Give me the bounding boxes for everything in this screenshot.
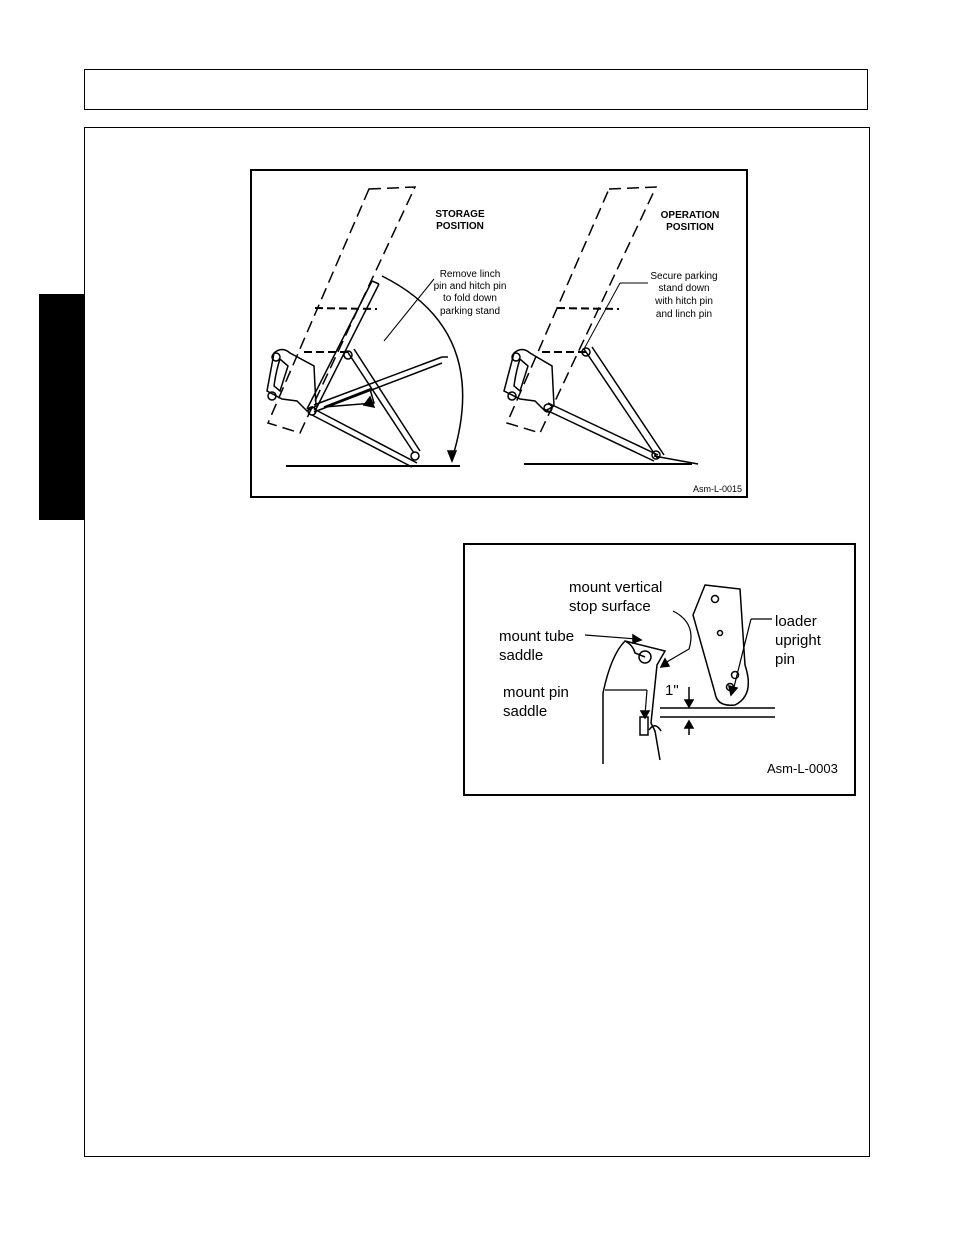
storage-title-line1: STORAGE — [435, 209, 485, 220]
loader-upright-outline — [693, 585, 748, 705]
storage-note-line1: Remove linch — [439, 269, 501, 280]
page-header-box — [84, 69, 868, 110]
mount-vertical-stop-line1: mount vertical — [569, 579, 663, 596]
mount-saddle-figure — [463, 543, 856, 796]
operation-mount-bracket — [504, 350, 554, 412]
figure1-id: Asm-L-0015 — [693, 484, 743, 494]
loader-upright-pin-line1: loader — [775, 613, 817, 630]
mount-pin-saddle-line2: saddle — [503, 703, 548, 720]
figure2-id: Asm-L-0003 — [767, 761, 838, 776]
mount-vertical-stop-line2: stop surface — [569, 598, 651, 615]
loader-upright-pin-line3: pin — [775, 651, 796, 668]
operation-title-line1: OPERATION — [660, 210, 720, 221]
loader-upright-pin-line2: upright — [775, 632, 821, 649]
mount-saddle-drawing — [465, 545, 858, 798]
section-side-tab — [39, 294, 85, 520]
mount-bracket-outline — [603, 641, 665, 764]
mount-pin-saddle-line1: mount pin — [503, 684, 569, 701]
storage-title-line2: POSITION — [436, 221, 484, 232]
storage-note-line4: parking stand — [439, 306, 501, 317]
storage-note-line3: to fold down — [443, 293, 497, 304]
dimension-label: 1" — [665, 682, 679, 699]
operation-loader-arm — [507, 187, 656, 433]
parking-stand-figure — [250, 169, 748, 498]
storage-loader-arm — [268, 187, 415, 433]
operation-note-line1: Secure parking — [650, 271, 718, 282]
mount-tube-saddle-line2: saddle — [499, 647, 544, 664]
mount-tube-saddle-line1: mount tube — [499, 628, 575, 645]
parking-stand-drawing — [252, 171, 750, 500]
operation-note-line3: with hitch pin — [655, 296, 713, 307]
operation-note-line4: and linch pin — [655, 309, 713, 320]
operation-note-line2: stand down — [658, 283, 710, 294]
operation-title-line2: POSITION — [666, 222, 714, 233]
storage-note-line2: pin and hitch pin — [433, 281, 507, 292]
